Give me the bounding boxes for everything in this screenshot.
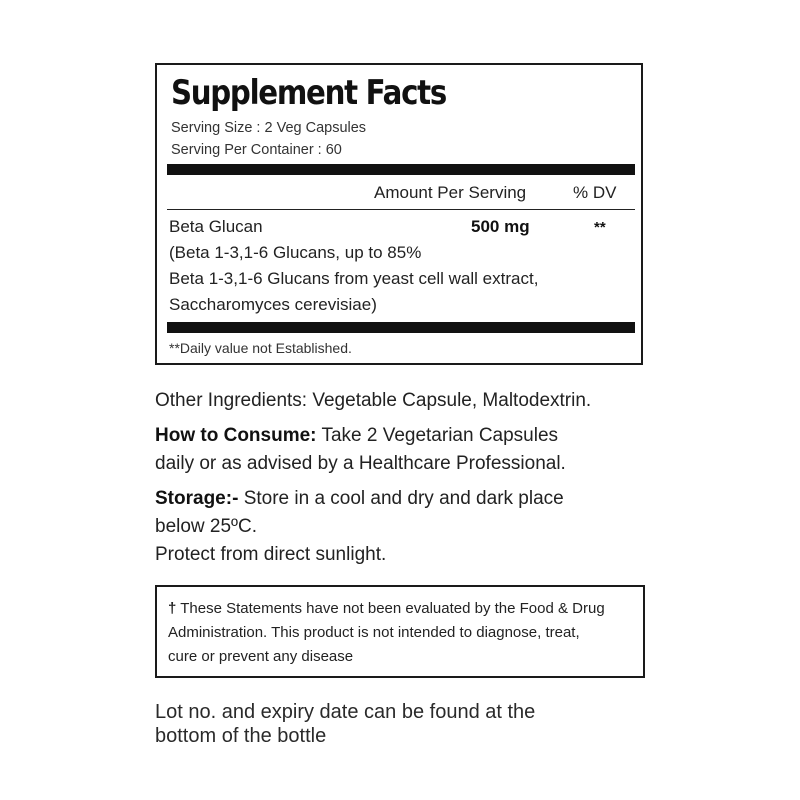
fda-disclaimer-box <box>155 585 645 678</box>
other-ingredients: Other Ingredients: Vegetable Capsule, Maltodextrin. <box>155 390 592 411</box>
disclaimer-line: Administration. This product is not intended to diagnose, treat, <box>168 624 580 641</box>
how-to-consume-text: Take 2 Vegetarian Capsules <box>321 425 559 446</box>
lot-expiry-note <box>155 700 535 748</box>
ingredient-name: Beta Glucan <box>169 217 263 236</box>
divider-bar-bottom <box>167 322 635 333</box>
how-to-consume-text: daily or as advised by a Healthcare Professional. <box>155 453 566 474</box>
storage-section <box>155 485 564 569</box>
how-to-consume-label: How to Consume: <box>155 425 317 446</box>
amount-per-serving-header: Amount Per Serving <box>374 183 527 202</box>
storage-text: below 25ºC. <box>155 516 257 537</box>
lot-note-line: Lot no. and expiry date can be found at the <box>155 701 536 723</box>
disclaimer-line: These Statements have not been evaluated by the Food & Drug <box>180 600 605 617</box>
supplement-facts-panel <box>155 63 643 365</box>
fda-disclaimer <box>168 597 605 669</box>
lot-note-line: bottom of the bottle <box>155 725 327 747</box>
daily-value-footnote: **Daily value not Established. <box>169 340 352 356</box>
storage-text: Store in a cool and dry and dark place <box>243 488 564 509</box>
ingredient-detail-line: Saccharomyces cerevisiae) <box>169 295 377 314</box>
supplement-facts-title: Supplement Facts <box>171 73 446 113</box>
storage-label: Storage:- <box>155 488 239 509</box>
storage-text: Protect from direct sunlight. <box>155 544 387 565</box>
serving-size: Serving Size : 2 Veg Capsules <box>171 120 367 136</box>
ingredient-detail-line: Beta 1-3,1-6 Glucans from yeast cell wall extract, <box>169 269 539 288</box>
header-rule <box>167 209 635 210</box>
ingredient-daily-value: ** <box>594 219 606 236</box>
dagger-symbol: † <box>168 600 177 617</box>
ingredient-detail-line: (Beta 1-3,1-6 Glucans, up to 85% <box>169 243 422 262</box>
divider-bar-top <box>167 164 635 175</box>
how-to-consume-section <box>155 422 566 478</box>
disclaimer-line: cure or prevent any disease <box>168 648 354 665</box>
serving-per-container: Serving Per Container : 60 <box>171 142 342 158</box>
daily-value-header: % DV <box>573 183 617 202</box>
ingredient-amount: 500 mg <box>471 217 530 236</box>
